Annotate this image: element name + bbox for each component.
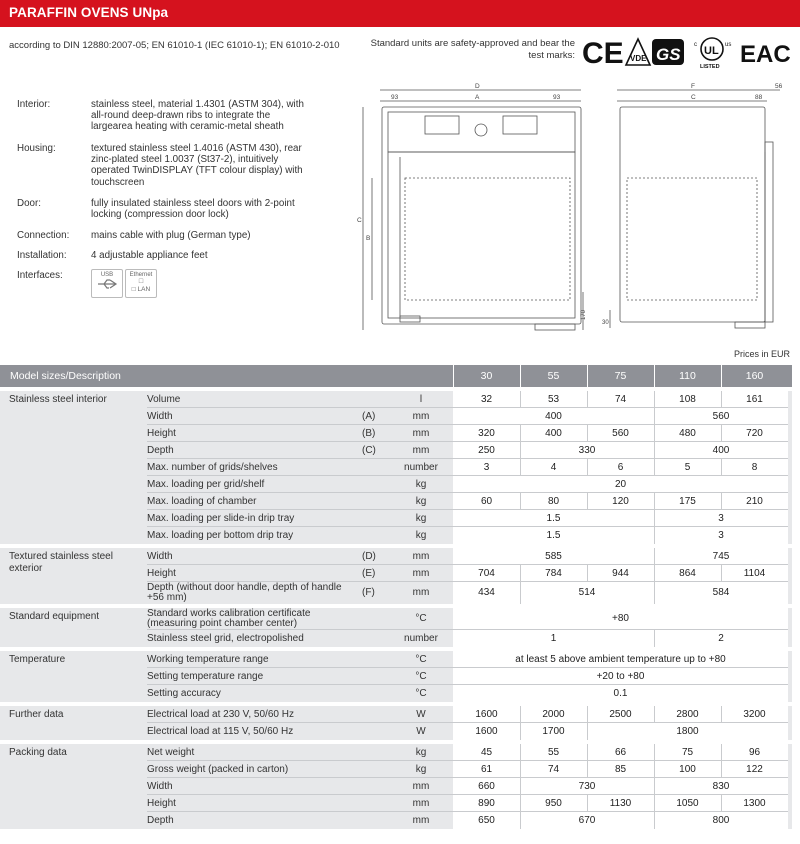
svg-text:UL: UL <box>704 45 719 57</box>
row-description: Volume <box>147 394 181 405</box>
cell-divider <box>520 744 521 761</box>
row-line <box>147 475 788 476</box>
table-cell: 6 <box>617 462 624 473</box>
table-cell: 2000 <box>542 709 565 720</box>
row-line <box>147 811 788 812</box>
cell-divider <box>520 565 521 582</box>
table-cell: 730 <box>578 781 596 792</box>
ce-mark-icon <box>582 37 624 70</box>
cell-divider <box>520 425 521 442</box>
row-line <box>147 684 788 685</box>
row-description: Gross weight (packed in carton) <box>147 764 289 775</box>
eac-mark-icon <box>740 41 791 68</box>
header-divider <box>453 365 454 387</box>
section-label: Textured stainless steel exterior <box>9 551 113 574</box>
cell-divider <box>520 812 521 829</box>
table-header-label: Model sizes/Description <box>10 370 121 382</box>
svg-text:C: C <box>691 94 696 101</box>
svg-text:us: us <box>725 42 732 48</box>
section-label: Packing data <box>9 747 67 758</box>
table-cell: 704 <box>478 568 495 579</box>
row-unit: °C <box>415 654 427 665</box>
row-description: Net weight <box>147 747 195 758</box>
table-cell: 120 <box>612 496 629 507</box>
gs-mark-icon <box>652 39 684 65</box>
row-unit: mm <box>412 411 430 422</box>
cell-divider <box>654 510 655 527</box>
table-cell: 45 <box>480 747 493 758</box>
cell-divider <box>654 408 655 425</box>
row-unit: mm <box>412 798 430 809</box>
svg-text:93: 93 <box>391 94 399 101</box>
row-line <box>147 492 788 493</box>
table-cell: 74 <box>614 394 627 405</box>
ul-listed-mark-icon <box>694 38 731 70</box>
row-description: Depth <box>147 815 174 826</box>
row-description: Setting accuracy <box>147 688 221 699</box>
table-cell: 53 <box>547 394 560 405</box>
row-unit: mm <box>412 781 430 792</box>
cell-divider <box>721 493 722 510</box>
svg-text:B: B <box>366 235 371 242</box>
cell-divider <box>721 459 722 476</box>
table-cell: 61 <box>480 764 493 775</box>
cell-divider <box>654 812 655 829</box>
row-line <box>147 424 788 425</box>
table-cell: 3 <box>718 513 724 524</box>
cell-divider <box>520 442 521 459</box>
table-cell: 2500 <box>609 709 632 720</box>
row-line <box>147 794 788 795</box>
svg-text:93: 93 <box>553 94 561 101</box>
table-cell: 20 <box>614 479 627 490</box>
section-label: Further data <box>9 709 64 720</box>
row-line <box>147 777 788 778</box>
table-cell: 1800 <box>676 726 699 737</box>
table-cell: +80 <box>612 613 629 624</box>
cell-divider <box>721 565 722 582</box>
table-cell: 122 <box>746 764 763 775</box>
ethernet-interface: Ethernet □ □ LAN <box>125 269 157 298</box>
table-cell: 1600 <box>475 726 498 737</box>
row-reference: (A) <box>362 411 376 422</box>
table-cell: 400 <box>545 411 562 422</box>
table-cell: 96 <box>748 747 761 758</box>
row-unit: kg <box>415 747 427 758</box>
spec-label-housing: Housing: <box>17 143 56 154</box>
test-marks <box>580 34 792 70</box>
table-cell: 250 <box>478 445 495 456</box>
table-cell: 1700 <box>542 726 565 737</box>
table-cell: 100 <box>679 764 696 775</box>
row-description: Depth <box>147 445 174 456</box>
cell-divider <box>520 391 521 408</box>
svg-text:GS: GS <box>656 45 681 64</box>
table-cell: 1104 <box>743 568 766 579</box>
row-description: Width <box>147 551 173 562</box>
table-cell: 480 <box>679 428 696 439</box>
table-cell: 32 <box>480 394 493 405</box>
svg-text:LISTED: LISTED <box>700 64 720 70</box>
header-divider <box>721 365 722 387</box>
header-divider <box>654 365 655 387</box>
table-cell: 330 <box>578 445 596 456</box>
spec-label-door: Door: <box>17 198 41 209</box>
table-cell: 514 <box>578 587 596 598</box>
table-cell: 8 <box>751 462 758 473</box>
table-cell: 1300 <box>743 798 766 809</box>
table-cell: 85 <box>614 764 627 775</box>
svg-text:88: 88 <box>755 94 763 101</box>
cell-divider <box>654 548 655 565</box>
row-description: Electrical load at 115 V, 50/60 Hz <box>147 726 294 737</box>
row-description: Stainless steel grid, electropolished <box>147 633 304 644</box>
row-description: Max. loading per bottom drip tray <box>147 530 294 541</box>
row-line <box>147 526 788 527</box>
row-reference: (F) <box>362 587 375 598</box>
row-line <box>147 458 788 459</box>
row-line <box>147 564 788 565</box>
table-cell: 3200 <box>743 709 766 720</box>
model-header-55: 55 <box>547 370 560 382</box>
row-unit: kg <box>415 513 427 524</box>
cell-divider <box>654 493 655 510</box>
cell-divider <box>587 565 588 582</box>
cell-divider <box>654 442 655 459</box>
cell-divider <box>587 706 588 723</box>
row-unit: mm <box>412 587 430 598</box>
model-header-30: 30 <box>480 370 493 382</box>
svg-text:CE: CE <box>582 37 624 70</box>
page-title: PARAFFIN OVENS UNpa <box>9 5 169 20</box>
cell-divider <box>520 706 521 723</box>
spec-value-installation: 4 adjustable appliance feet <box>91 250 208 261</box>
oven-drawing <box>355 82 792 340</box>
standard-units-text: Standard units are safety-approved and bear the test marks: <box>370 38 575 61</box>
row-description: Standard works calibration certificate (measuring point chamber center) <box>147 608 311 629</box>
row-unit: mm <box>412 568 430 579</box>
cell-divider <box>654 795 655 812</box>
cell-divider <box>654 425 655 442</box>
table-cell: at least 5 above ambient temperature up to +80 <box>515 654 726 665</box>
cell-divider <box>654 459 655 476</box>
table-cell: +20 to +80 <box>596 671 645 682</box>
cell-divider <box>520 795 521 812</box>
spec-label-installation: Installation: <box>17 250 67 261</box>
table-cell: 320 <box>478 428 495 439</box>
row-description: Height <box>147 798 176 809</box>
table-cell: 108 <box>679 394 696 405</box>
cell-divider <box>587 391 588 408</box>
spec-value-interior: stainless steel, material 1.4301 (ASTM 304), with all-round deep-drawn ribs to integrate the largearea heating with ceramic-metal sheath <box>91 99 304 133</box>
cell-divider <box>587 723 588 740</box>
cell-divider <box>721 706 722 723</box>
row-unit: mm <box>412 551 430 562</box>
table-cell: 74 <box>547 764 560 775</box>
table-cell: 434 <box>478 587 495 598</box>
table-cell: 60 <box>480 496 493 507</box>
row-unit: kg <box>415 479 427 490</box>
table-cell: 864 <box>679 568 696 579</box>
row-description: Max. number of grids/shelves <box>147 462 278 473</box>
row-reference: (B) <box>362 428 376 439</box>
row-unit: number <box>404 633 438 644</box>
row-description: Depth (without door handle, depth of handle +56 mm) <box>147 582 342 603</box>
cell-divider <box>520 778 521 795</box>
cell-divider <box>721 425 722 442</box>
header-divider <box>587 365 588 387</box>
table-cell: 0.1 <box>613 688 628 699</box>
section-label: Temperature <box>9 654 66 665</box>
cell-divider <box>587 493 588 510</box>
table-cell: 5 <box>684 462 691 473</box>
table-cell: 80 <box>547 496 560 507</box>
table-cell: 161 <box>746 394 763 405</box>
lan-icon: □ <box>131 286 136 293</box>
cell-divider <box>721 795 722 812</box>
cell-divider <box>654 744 655 761</box>
table-cell: 720 <box>746 428 763 439</box>
cell-divider <box>654 527 655 544</box>
row-unit: kg <box>415 496 427 507</box>
prices-note: Prices in EUR <box>733 349 790 359</box>
cell-divider <box>721 761 722 778</box>
row-unit: kg <box>415 764 427 775</box>
header-divider <box>520 365 521 387</box>
section-label: Stainless steel interior <box>9 394 107 405</box>
vde-mark-icon <box>626 39 650 65</box>
row-unit: mm <box>412 428 430 439</box>
row-description: Setting temperature range <box>147 671 264 682</box>
row-line <box>147 407 788 408</box>
cell-divider <box>654 391 655 408</box>
table-cell: 3 <box>483 462 490 473</box>
table-cell: 2 <box>718 633 724 644</box>
svg-text:30: 30 <box>602 320 609 326</box>
table-cell: 660 <box>478 781 495 792</box>
usb-interface: USB <box>91 269 123 298</box>
table-cell: 800 <box>712 815 730 826</box>
cell-divider <box>654 706 655 723</box>
cell-divider <box>520 582 521 604</box>
row-line <box>147 509 788 510</box>
row-unit: W <box>416 709 426 720</box>
row-unit: °C <box>415 613 427 624</box>
table-cell: 585 <box>545 551 562 562</box>
cell-divider <box>587 761 588 778</box>
table-cell: 1600 <box>475 709 498 720</box>
row-unit: number <box>404 462 438 473</box>
row-description: Electrical load at 230 V, 50/60 Hz <box>147 709 294 720</box>
cell-divider <box>654 761 655 778</box>
row-line <box>147 629 788 630</box>
section-label: Standard equipment <box>9 611 100 622</box>
row-unit: l <box>419 394 423 405</box>
table-cell: 4 <box>550 462 557 473</box>
spec-value-door: fully insulated stainless steel doors with 2-point locking (compression door lock) <box>91 198 295 221</box>
row-reference: (E) <box>362 568 376 579</box>
table-cell: 400 <box>545 428 562 439</box>
row-description: Working temperature range <box>147 654 269 665</box>
table-cell: 1050 <box>676 798 699 809</box>
row-description: Max. loading per grid/shelf <box>147 479 265 490</box>
svg-text:A: A <box>475 94 480 101</box>
row-description: Height <box>147 428 176 439</box>
table-cell: 745 <box>712 551 730 562</box>
table-cell: 950 <box>545 798 562 809</box>
table-cell: 890 <box>478 798 495 809</box>
cell-divider <box>721 391 722 408</box>
spec-label-interior: Interior: <box>17 99 51 110</box>
row-unit: mm <box>412 815 430 826</box>
row-unit: °C <box>415 671 427 682</box>
row-unit: kg <box>415 530 427 541</box>
norms-text: according to DIN 12880:2007-05; EN 61010-1 (IEC 61010-1); EN 61010-2-010 <box>9 40 340 51</box>
table-cell: 400 <box>712 445 730 456</box>
table-cell: 670 <box>578 815 596 826</box>
row-description: Width <box>147 781 173 792</box>
table-cell: 584 <box>712 587 730 598</box>
table-cell: 66 <box>614 747 627 758</box>
table-cell: 175 <box>679 496 696 507</box>
spec-label-interfaces: Interfaces: <box>17 270 63 281</box>
table-cell: 560 <box>612 428 629 439</box>
spec-value-housing: textured stainless steel 1.4016 (ASTM 430), rear zinc-plated steel 1.0037 (St37-2), intuitively operated TwinDISPLAY (TFT colour display) with touchscreen <box>91 143 303 188</box>
cell-divider <box>587 744 588 761</box>
row-line <box>147 760 788 761</box>
table-cell: 1.5 <box>546 530 561 541</box>
table-cell: 75 <box>681 747 694 758</box>
row-line <box>147 722 788 723</box>
row-line <box>147 667 788 668</box>
table-cell: 1 <box>550 633 557 644</box>
cell-divider <box>587 795 588 812</box>
row-reference: (D) <box>362 551 376 562</box>
table-cell: 1.5 <box>546 513 561 524</box>
table-cell: 650 <box>478 815 495 826</box>
row-description: Height <box>147 568 176 579</box>
row-description: Max. loading of chamber <box>147 496 257 507</box>
row-unit: °C <box>415 688 427 699</box>
svg-text:170: 170 <box>581 309 587 320</box>
table-cell: 944 <box>612 568 629 579</box>
cell-divider <box>654 778 655 795</box>
svg-text:C: C <box>357 217 362 224</box>
model-header-75: 75 <box>614 370 627 382</box>
row-reference: (C) <box>362 445 376 456</box>
row-line <box>147 441 788 442</box>
svg-text:c: c <box>694 42 697 48</box>
svg-text:F: F <box>691 83 695 90</box>
row-unit: W <box>416 726 426 737</box>
cell-divider <box>520 493 521 510</box>
cell-divider <box>520 723 521 740</box>
row-unit: mm <box>412 445 430 456</box>
spec-value-connection: mains cable with plug (German type) <box>91 230 251 241</box>
svg-text:EAC: EAC <box>740 41 791 68</box>
cell-divider <box>654 582 655 604</box>
table-cell: 2800 <box>676 709 699 720</box>
row-description: Max. loading per slide-in drip tray <box>147 513 295 524</box>
table-cell: 1130 <box>609 798 632 809</box>
cell-divider <box>721 744 722 761</box>
cell-divider <box>654 630 655 647</box>
table-cell: 210 <box>746 496 763 507</box>
svg-text:56: 56 <box>775 83 783 90</box>
cell-divider <box>520 761 521 778</box>
model-header-110: 110 <box>679 370 696 382</box>
cell-divider <box>587 425 588 442</box>
spec-label-connection: Connection: <box>17 230 70 241</box>
model-header-160: 160 <box>745 370 764 382</box>
table-cell: 560 <box>712 411 730 422</box>
usb-icon <box>96 278 118 290</box>
table-cell: 784 <box>545 568 562 579</box>
table-cell: 3 <box>718 530 724 541</box>
cell-divider <box>587 459 588 476</box>
svg-text:D: D <box>475 83 480 90</box>
table-cell: 830 <box>712 781 730 792</box>
svg-text:VDE: VDE <box>630 54 647 63</box>
cell-divider <box>654 565 655 582</box>
table-cell: 55 <box>547 747 560 758</box>
cell-divider <box>520 459 521 476</box>
row-description: Width <box>147 411 173 422</box>
